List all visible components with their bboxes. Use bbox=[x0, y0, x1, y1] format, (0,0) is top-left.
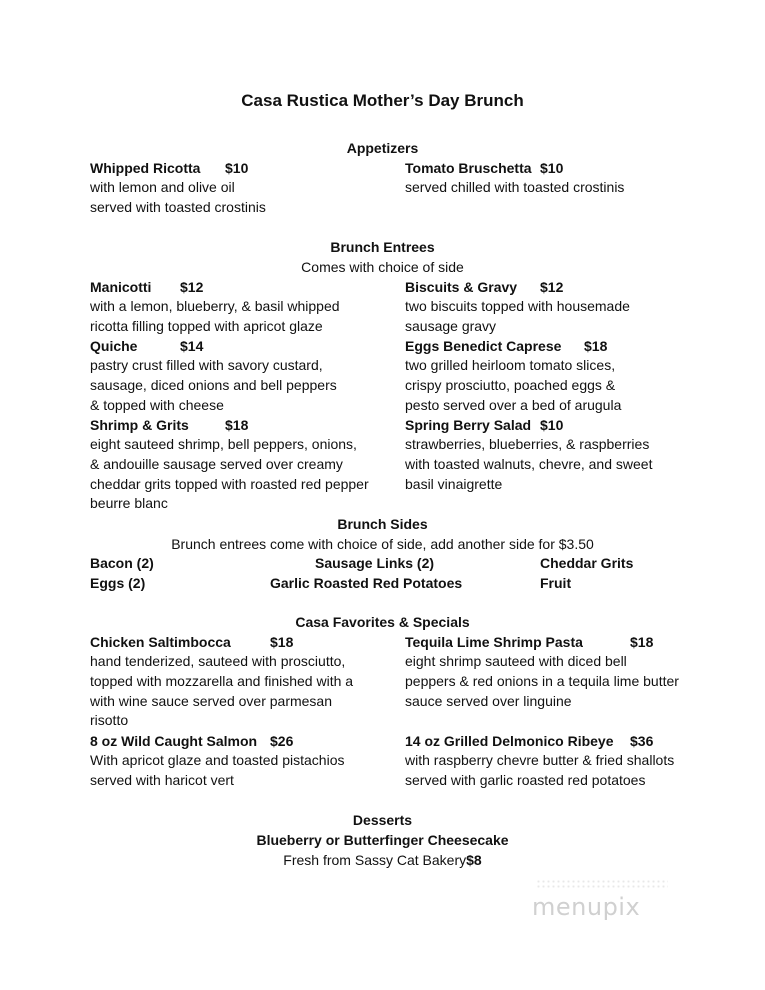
side-item-eggs: Eggs (2) bbox=[90, 575, 146, 591]
side-item-cheddar-grits: Cheddar Grits bbox=[540, 555, 634, 571]
section-heading-entrees: Brunch Entrees bbox=[330, 239, 435, 255]
item-name-chicken-saltimbocca: Chicken Saltimbocca bbox=[90, 634, 231, 650]
item-name-quiche: Quiche bbox=[90, 338, 138, 354]
dessert-item-name: Blueberry or Butterfinger Cheesecake bbox=[256, 832, 509, 848]
section-subheading-entrees: Comes with choice of side bbox=[301, 259, 464, 275]
side-item-bacon: Bacon (2) bbox=[90, 555, 154, 571]
item-name-manicotti: Manicotti bbox=[90, 279, 152, 295]
item-price-tomato-bruschetta: $10 bbox=[540, 160, 564, 176]
item-name-biscuits-gravy: Biscuits & Gravy bbox=[405, 279, 518, 295]
item-desc-quiche: pastry crust filled with savory custard, sausage, diced onions and bell peppers & topped with cheese bbox=[90, 357, 337, 413]
item-name-delmonico-ribeye: 14 oz Grilled Delmonico Ribeye bbox=[405, 733, 614, 749]
menupix-watermark: menupix bbox=[532, 893, 641, 921]
item-price-biscuits-gravy: $12 bbox=[540, 279, 564, 295]
side-item-sausage-links: Sausage Links (2) bbox=[315, 555, 435, 571]
item-name-wild-caught-salmon: 8 oz Wild Caught Salmon bbox=[90, 733, 258, 749]
item-desc-tequila-lime-shrimp-pasta: eight shrimp sauteed with diced bell peppers & red onions in a tequila lime butter sauce served over linguine bbox=[405, 653, 679, 709]
item-name-spring-berry-salad: Spring Berry Salad bbox=[405, 417, 532, 433]
dessert-item-price: $8 bbox=[466, 852, 482, 868]
dessert-item-desc: Fresh from Sassy Cat Bakery bbox=[283, 852, 467, 868]
section-heading-appetizers: Appetizers bbox=[346, 140, 419, 156]
item-desc-delmonico-ribeye: with raspberry chevre butter & fried shallots served with garlic roasted red potatoes bbox=[405, 752, 675, 788]
item-price-shrimp-grits: $18 bbox=[225, 417, 249, 433]
section-heading-favorites: Casa Favorites & Specials bbox=[295, 614, 470, 630]
side-item-fruit: Fruit bbox=[540, 575, 572, 591]
item-name-tomato-bruschetta: Tomato Bruschetta bbox=[405, 160, 532, 176]
item-price-chicken-saltimbocca: $18 bbox=[270, 634, 294, 650]
dessert-item-line bbox=[0, 850, 765, 870]
menu-title: Casa Rustica Mother’s Day Brunch bbox=[241, 91, 524, 110]
item-price-tequila-lime-shrimp-pasta: $18 bbox=[630, 634, 654, 650]
section-subheading-sides: Brunch entrees come with choice of side, add another side for $3.50 bbox=[171, 536, 594, 552]
section-heading-sides: Brunch Sides bbox=[337, 516, 428, 532]
item-desc-tomato-bruschetta: served chilled with toasted crostinis bbox=[405, 179, 625, 195]
side-item-garlic-roasted-red-potatoes: Garlic Roasted Red Potatoes bbox=[270, 575, 463, 591]
item-desc-whipped-ricotta: with lemon and olive oil served with toasted crostinis bbox=[90, 179, 266, 215]
section-heading-desserts: Desserts bbox=[352, 812, 413, 828]
item-desc-wild-caught-salmon: With apricot glaze and toasted pistachios served with haricot vert bbox=[90, 752, 345, 788]
item-price-wild-caught-salmon: $26 bbox=[270, 733, 294, 749]
item-desc-biscuits-gravy: two biscuits topped with housemade sausage gravy bbox=[405, 298, 630, 334]
item-price-manicotti: $12 bbox=[180, 279, 204, 295]
item-price-spring-berry-salad: $10 bbox=[540, 417, 564, 433]
item-price-delmonico-ribeye: $36 bbox=[630, 733, 654, 749]
item-desc-manicotti: with a lemon, blueberry, & basil whipped ricotta filling topped with apricot glaze bbox=[90, 298, 340, 334]
item-name-shrimp-grits: Shrimp & Grits bbox=[90, 417, 189, 433]
item-price-quiche: $14 bbox=[180, 338, 204, 354]
watermark-dots bbox=[536, 879, 668, 889]
item-desc-chicken-saltimbocca: hand tenderized, sauteed with prosciutto, topped with mozzarella and finished with a with wine sauce served over parmesan risotto bbox=[90, 653, 354, 729]
item-price-whipped-ricotta: $10 bbox=[225, 160, 249, 176]
item-name-tequila-lime-shrimp-pasta: Tequila Lime Shrimp Pasta bbox=[405, 634, 583, 650]
item-desc-shrimp-grits: eight sauteed shrimp, bell peppers, onions, & andouille sausage served over creamy cheddar grits topped with roasted red pepper beurre blanc bbox=[90, 436, 369, 512]
item-desc-spring-berry-salad: strawberries, blueberries, & raspberries with toasted walnuts, chevre, and sweet basil vinaigrette bbox=[405, 436, 653, 492]
item-desc-eggs-benedict-caprese: two grilled heirloom tomato slices, crispy prosciutto, poached eggs & pesto served over a bed of arugula bbox=[405, 357, 622, 413]
item-name-eggs-benedict-caprese: Eggs Benedict Caprese bbox=[405, 338, 562, 354]
item-price-eggs-benedict-caprese: $18 bbox=[584, 338, 608, 354]
item-name-whipped-ricotta: Whipped Ricotta bbox=[90, 160, 201, 176]
